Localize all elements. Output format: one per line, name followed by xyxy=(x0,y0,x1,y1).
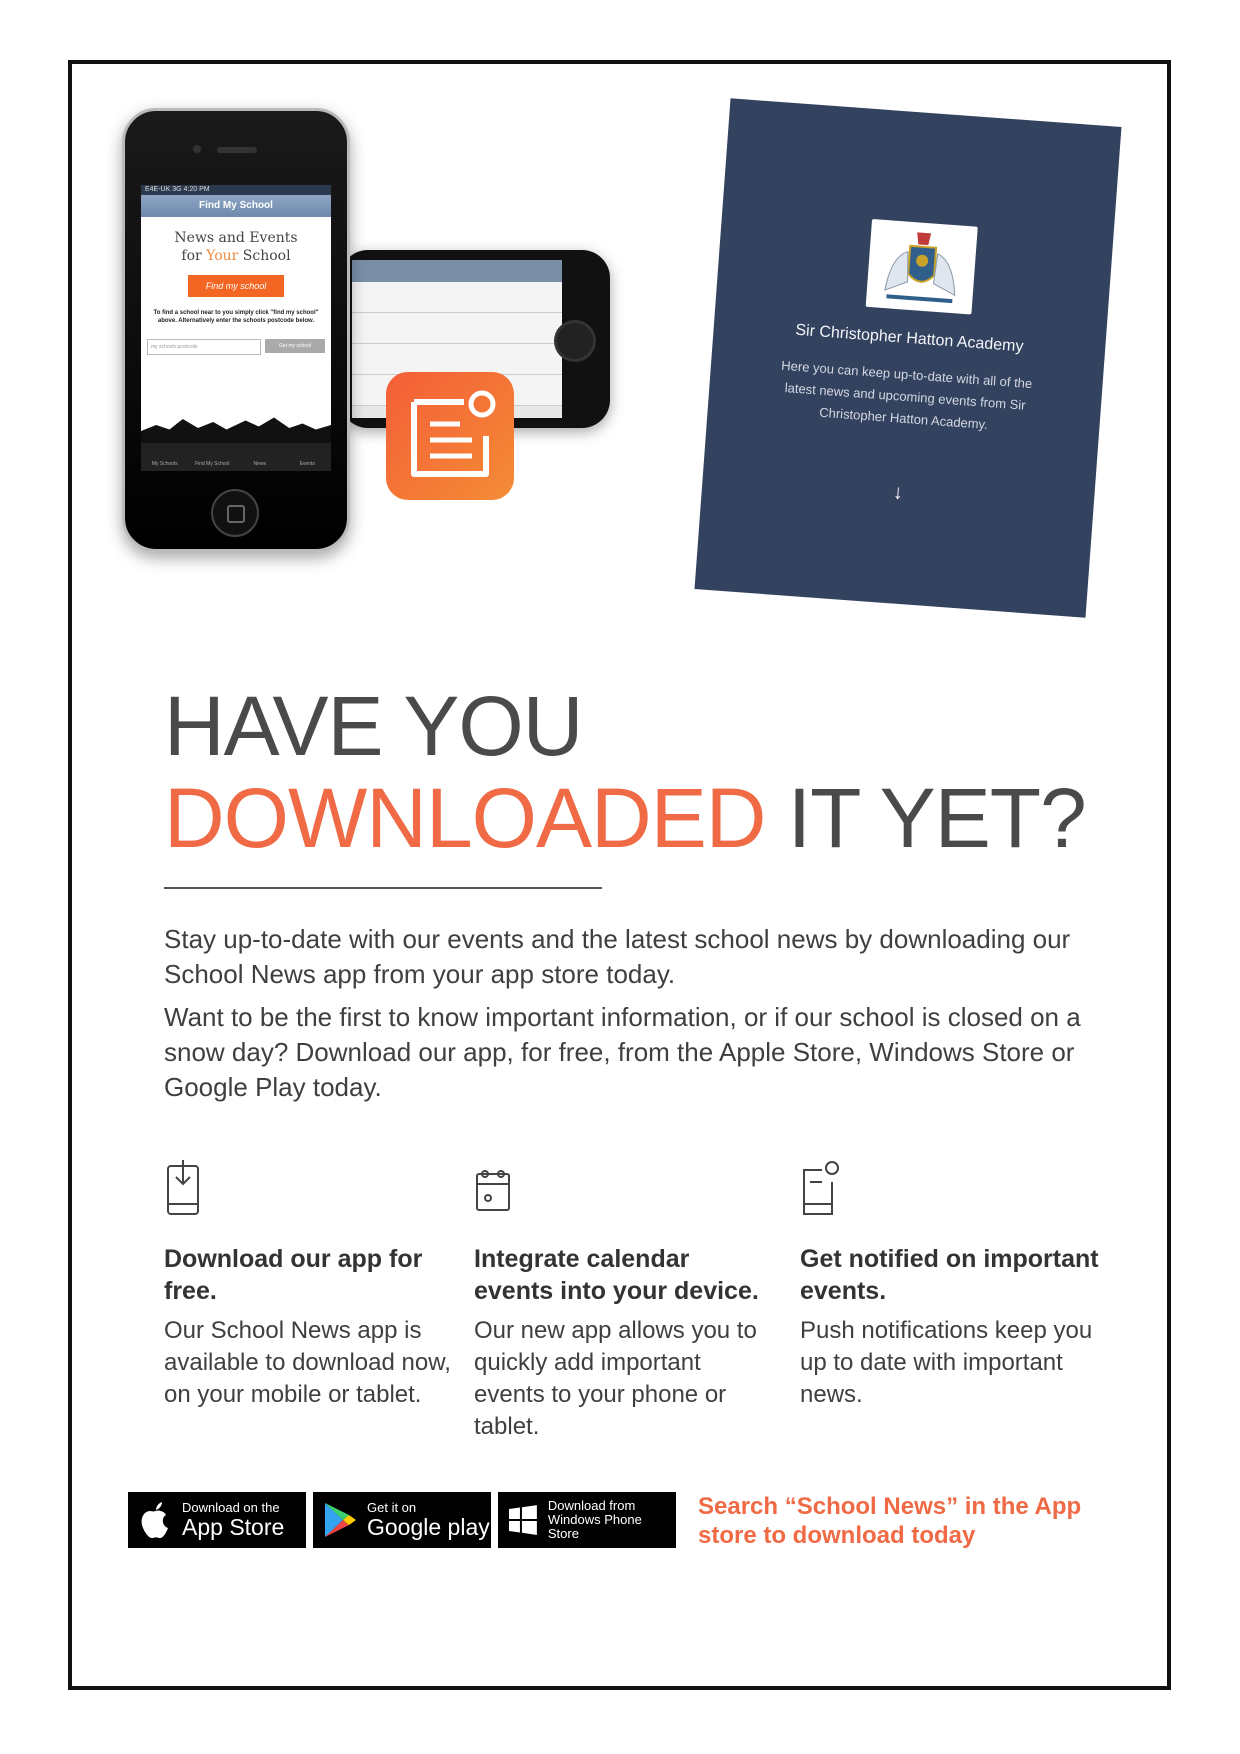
intro-paragraph-1: Stay up-to-date with our events and the latest school news by downloading our School News app from your app store today. xyxy=(164,924,1071,989)
phone-find-button: Find my school xyxy=(188,275,284,297)
calendar-icon xyxy=(474,1160,514,1216)
feature-download-title: Download our app for free. xyxy=(164,1245,423,1305)
heading-downloaded: DOWNLOADED xyxy=(164,771,766,865)
school-news-app-icon xyxy=(386,372,514,500)
phone-headline: News and Events for Your School xyxy=(174,230,298,264)
academy-app-screen xyxy=(695,98,1122,617)
google-play-large: Google play xyxy=(367,1513,490,1540)
heading-line1: HAVE YOU xyxy=(164,679,583,773)
portrait-phone-image xyxy=(122,108,350,552)
intro-paragraph-2: Want to be the first to know important information, or if our school is closed on a snow day? Download our app, for free, from the Apple Store, Windows Store or Google Play today. xyxy=(164,1002,1081,1102)
windows-store-badge[interactable] xyxy=(498,1492,676,1548)
main-heading xyxy=(164,680,1086,864)
feature-notify-text: Push notifications keep you up to date with important news. xyxy=(800,1317,1093,1408)
windows-store-line2: Windows Phone Store xyxy=(547,1512,642,1541)
feature-download-text: Our School News app is available to download now, on your mobile or tablet. xyxy=(164,1317,451,1408)
app-store-small: Download on the xyxy=(182,1499,280,1515)
academy-name: Sir Christopher Hatton Academy xyxy=(794,321,1025,356)
windows-icon xyxy=(508,1505,538,1535)
app-store-badge[interactable] xyxy=(128,1492,306,1548)
heading-divider xyxy=(164,887,602,889)
phone-get-button: Get my school xyxy=(265,339,325,353)
phone-screen xyxy=(141,185,331,471)
app-store-large: App Store xyxy=(182,1513,285,1540)
academy-description: Here you can keep up-to-date with all of the latest news and upcoming events from Sir Christopher Hatton Academy. xyxy=(780,357,1033,433)
phone-nav-title: Find My School xyxy=(141,195,331,217)
phone-status-bar: E4E-UK 3G 4:20 PM xyxy=(141,185,331,195)
academy-crest-icon xyxy=(866,219,978,315)
google-play-badge[interactable] xyxy=(313,1492,491,1548)
phone-home-button xyxy=(211,489,259,537)
phone-skyline xyxy=(141,413,331,443)
phone-instructions: To find a school near to you simply click "find my school" above. Alternatively enter the schools postcode below. xyxy=(153,310,319,324)
apple-icon xyxy=(138,1501,172,1539)
windows-store-line1: Download from xyxy=(547,1498,636,1513)
feature-notify xyxy=(800,1160,1100,1411)
phone-postcode-field: my schools postcode xyxy=(147,339,261,355)
feature-calendar xyxy=(474,1160,774,1443)
heading-rest: IT YET? xyxy=(765,771,1086,865)
search-instruction: Search “School News” in the App store to download today xyxy=(698,1493,1082,1549)
feature-notify-title: Get notified on important events. xyxy=(800,1245,1099,1305)
notification-icon xyxy=(800,1160,840,1216)
phone-tabbar: My Schools Find My School News Events xyxy=(141,443,331,471)
google-play-small: Get it on xyxy=(367,1499,417,1515)
google-play-icon xyxy=(323,1501,357,1539)
feature-calendar-title: Integrate calendar events into your device. xyxy=(474,1245,759,1305)
arrow-down-icon: ↓ xyxy=(892,481,904,504)
feature-download xyxy=(164,1160,464,1411)
phone-download-icon xyxy=(164,1160,204,1216)
feature-calendar-text: Our new app allows you to quickly add important events to your phone or tablet. xyxy=(474,1317,757,1440)
